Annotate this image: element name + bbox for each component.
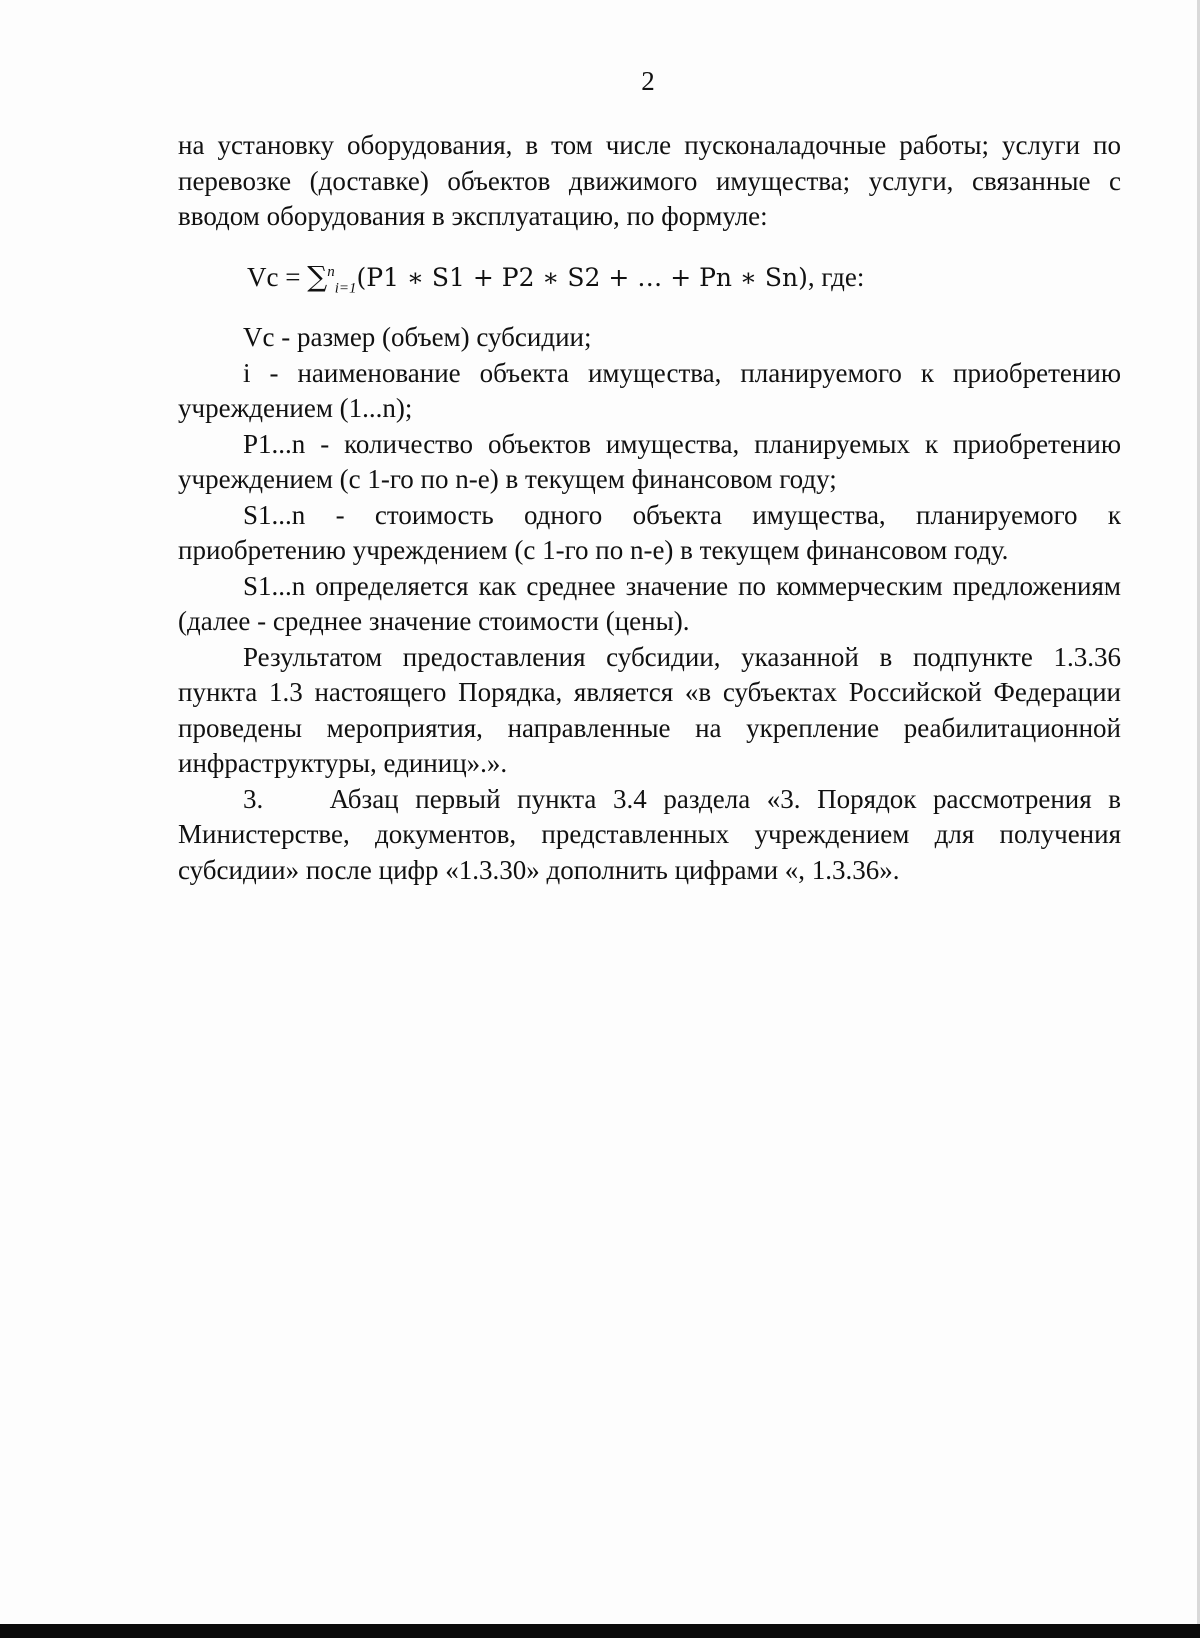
formula-lower-limit: i=1 xyxy=(334,279,357,296)
formula-lhs: Vc = xyxy=(247,261,308,292)
page-number: 2 xyxy=(641,66,655,96)
paragraph-s-determined: S1...n определяется как среднее значение по коммерческим предложениям (далее - среднее значение стоимости (цены). xyxy=(178,570,1121,636)
definition-i: i - наименование объекта имущества, планируемого к приобретению учреждением (1...n); xyxy=(178,357,1121,423)
document-body xyxy=(178,128,1128,888)
definition-p: P1...n - количество объектов имущества, планируемых к приобретению учреждением (с 1-го по n-е) в текущем финансовом году; xyxy=(178,428,1121,494)
paragraph-result: Результатом предоставления субсидии, указанной в подпункте 1.3.36 пункта 1.3 настоящего Порядка, является «в субъектах Российской Федерации проведены мероприятия, направленные на укрепление реабилитационной инфраструктуры, единиц».». xyxy=(178,641,1121,778)
definition-vc: Vc - размер (объем) субсидии; xyxy=(243,322,592,352)
paragraph-equipment-installation: на установку оборудования, в том числе пусконаладочные работы; услуги по перевозке (доставке) объектов движимого имущества; услуги, связанные с вводом оборудования в эксплуатацию, по формуле: xyxy=(178,130,1121,231)
formula-sum-sign: ∑ xyxy=(307,259,328,293)
definition-s: S1...n - стоимость одного объекта имущества, планируемого к приобретению учреждением (с 1-го по n-е) в текущем финансовом году. xyxy=(178,499,1121,565)
formula-tail: , где: xyxy=(807,261,865,292)
scan-bottom-border xyxy=(0,1624,1200,1638)
paragraph-item-3: 3. Абзац первый пункта 3.4 раздела «3. Порядок рассмотрения в Министерстве, документов, представленных учреждением для получения субсидии» после цифр «1.3.30» дополнить цифрами «, 1.3.36». xyxy=(178,783,1128,885)
formula-body: (P1 ∗ S1 + P2 ∗ S2 + … + Pn ∗ Sn) xyxy=(356,262,808,292)
formula-upper-limit: n xyxy=(327,263,335,280)
subsidy-formula xyxy=(178,259,1121,296)
